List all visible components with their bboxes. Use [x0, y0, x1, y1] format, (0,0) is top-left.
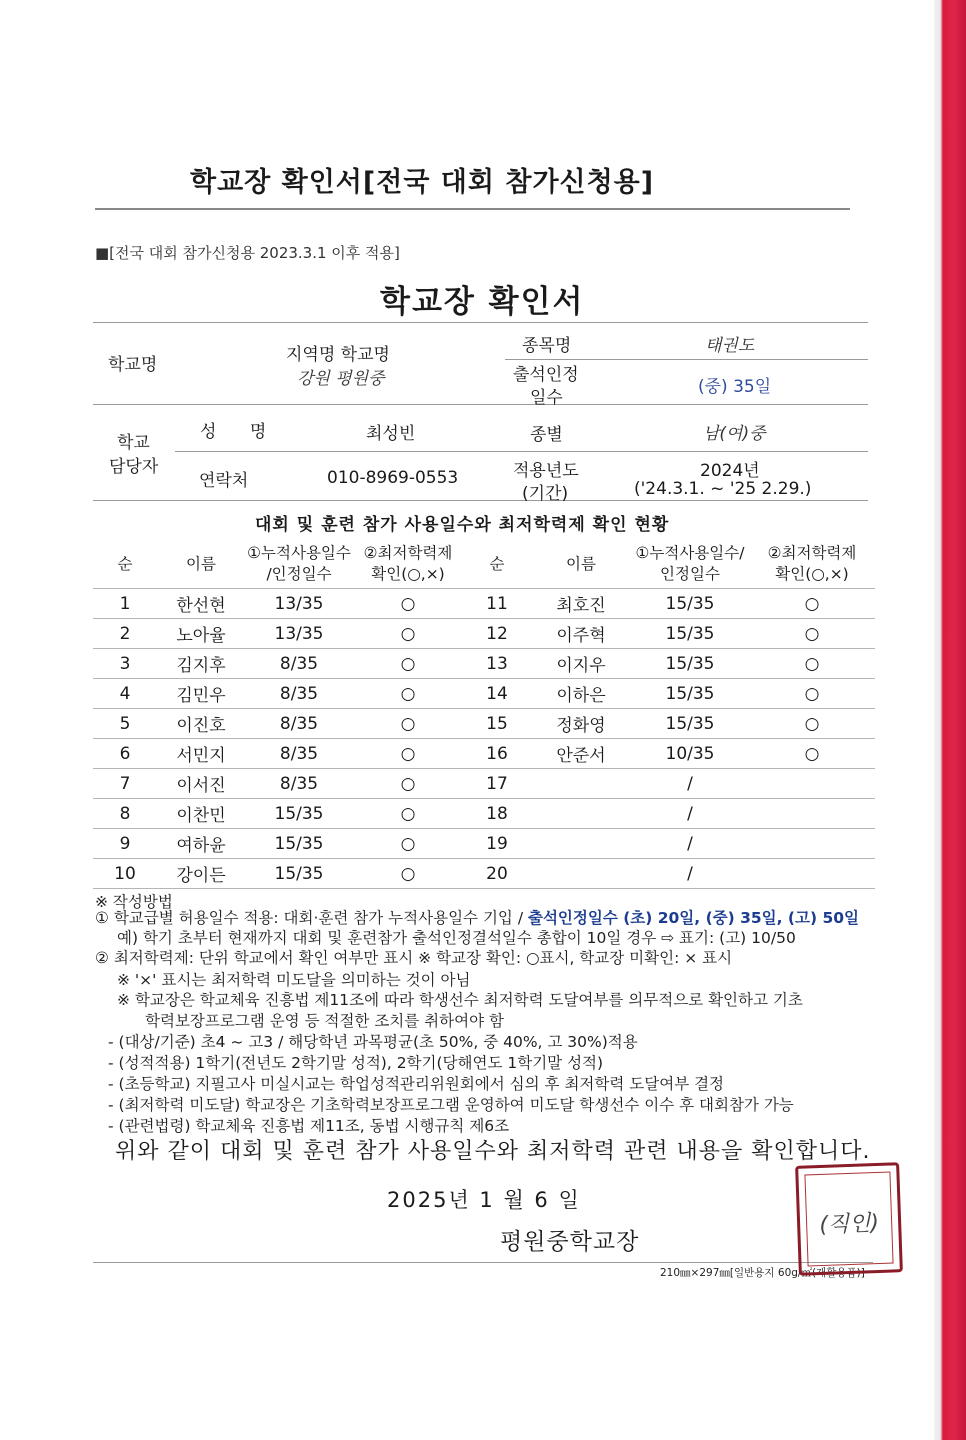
min-academic-check: [749, 769, 875, 799]
row-number: 3: [93, 649, 157, 679]
col-header-check: ②최저학력제 확인(○,×): [353, 540, 463, 589]
days-used: /: [631, 829, 749, 859]
days-used: 13/35: [245, 589, 353, 619]
min-academic-check: ○: [749, 619, 875, 649]
col-header-days: ①누적사용일수 /인정일수: [245, 540, 353, 589]
days-used: 8/35: [245, 709, 353, 739]
method-line-9: - (초등학교) 지필고사 미실시교는 학업성적관리위원회에서 심의 후 최저학력 도달여부 결정: [108, 1075, 725, 1093]
col-header-name-2: 이름: [531, 540, 631, 589]
days-used: 15/35: [631, 589, 749, 619]
min-academic-check: [749, 799, 875, 829]
table-row: [93, 679, 875, 709]
table-row: [93, 589, 875, 619]
method-line-11: - (관련법령) 학교체육 진흥법 제11조, 동법 시행규칙 제6조: [108, 1117, 510, 1135]
year-value: 2024년: [700, 461, 760, 481]
info-divider: [93, 322, 868, 323]
student-name: 강이든: [157, 859, 245, 889]
col-header-check-2: ②최저학력제 확인(○,×): [749, 540, 875, 589]
table-row: [93, 799, 875, 829]
days-used: 15/35: [631, 619, 749, 649]
region-school-label: 지역명 학교명: [286, 345, 390, 365]
student-name: 이하은: [531, 679, 631, 709]
method-line-1-bold: 출석인정일수 (초) 20일, (중) 35일, (고) 50일: [527, 909, 860, 927]
method-line-6: 학력보장프로그램 운영 등 적절한 조치를 취하여야 함: [145, 1012, 504, 1030]
col-header-days-2: ①누적사용일수/ 인정일수: [631, 540, 749, 589]
student-name: [531, 829, 631, 859]
min-academic-check: [749, 859, 875, 889]
student-name: 여하윤: [157, 829, 245, 859]
student-name: 이서진: [157, 769, 245, 799]
attendance-days-value: (중) 35일: [698, 377, 772, 397]
method-line-8: - (성적적용) 1학기(전년도 2학기말 성적), 2학기(당해연도 1학기말 성적): [108, 1054, 604, 1072]
info-divider: [175, 451, 868, 452]
days-used: /: [631, 769, 749, 799]
row-number: 20: [463, 859, 531, 889]
method-line-5: ※ 학교장은 학교체육 진흥법 제11조에 따라 학생선수 최저학력 도달여부를 의무적으로 확인하고 기초: [117, 991, 803, 1009]
days-used: 15/35: [245, 859, 353, 889]
row-number: 7: [93, 769, 157, 799]
row-number: 14: [463, 679, 531, 709]
days-used: 8/35: [245, 649, 353, 679]
student-name: [531, 769, 631, 799]
min-academic-check: ○: [353, 799, 463, 829]
table-header-row: [93, 540, 875, 589]
gender-label: 종별: [530, 425, 563, 445]
header-divider: [95, 208, 850, 210]
min-academic-check: ○: [353, 769, 463, 799]
col-header-number-2: 순: [463, 540, 531, 589]
student-name: [531, 859, 631, 889]
student-name: 김지후: [157, 649, 245, 679]
student-name: 최호진: [531, 589, 631, 619]
sport-value: 태권도: [705, 336, 755, 356]
days-used: /: [631, 859, 749, 889]
min-academic-check: ○: [353, 589, 463, 619]
row-number: 6: [93, 739, 157, 769]
applicability-note: ■[전국 대회 참가신청용 2023.3.1 이후 적용]: [95, 244, 400, 262]
method-line-3: ② 최저학력제: 단위 학교에서 확인 여부만 표시 ※ 학교장 확인: ○표시, 학교장 미확인: × 표시: [95, 949, 733, 967]
student-name: 안준서: [531, 739, 631, 769]
min-academic-check: ○: [749, 709, 875, 739]
row-number: 11: [463, 589, 531, 619]
days-used: 15/35: [245, 829, 353, 859]
contact-value: 010-8969-0553: [327, 468, 459, 488]
days-used: 8/35: [245, 769, 353, 799]
min-academic-check: ○: [353, 619, 463, 649]
min-academic-check: ○: [353, 649, 463, 679]
region-school-value: 강원 평원중: [297, 369, 385, 389]
method-line-2: 예) 학기 초부터 현재까지 대회 및 훈련참가 출석인정결석일수 총합이 10일 경우 ⇨ 표기: (고) 10/50: [117, 929, 796, 947]
min-academic-check: ○: [353, 679, 463, 709]
student-name: 노아율: [157, 619, 245, 649]
table-row: [93, 709, 875, 739]
footer-divider: [93, 1262, 873, 1263]
school-label: 학교명: [108, 355, 158, 375]
row-number: 1: [93, 589, 157, 619]
student-name: 한선현: [157, 589, 245, 619]
min-academic-check: ○: [749, 679, 875, 709]
principal-signature: 평원중학교장: [500, 1229, 640, 1255]
confirmation-statement: 위와 같이 대회 및 훈련 참가 사용일수와 최저학력 관련 내용을 확인합니다.: [115, 1139, 871, 1164]
min-academic-check: ○: [749, 589, 875, 619]
row-number: 13: [463, 649, 531, 679]
row-number: 19: [463, 829, 531, 859]
row-number: 18: [463, 799, 531, 829]
page-edge-red-background: [934, 0, 966, 1440]
seal-label: (직인): [818, 1210, 880, 1239]
section-title: 대회 및 훈련 참가 사용일수와 최저학력제 확인 현황: [255, 515, 670, 535]
min-academic-check: [749, 829, 875, 859]
min-academic-check: ○: [749, 739, 875, 769]
info-divider: [93, 500, 868, 501]
table-row: [93, 859, 875, 889]
min-academic-check: ○: [749, 649, 875, 679]
manager-label: 학교: [117, 433, 150, 453]
method-line-7: - (대상/기준) 초4 ~ 고3 / 해당학년 과목평균(초 50%, 중 40%, 고 30%)적용: [108, 1033, 638, 1051]
row-number: 15: [463, 709, 531, 739]
table-row: [93, 649, 875, 679]
table-row: [93, 739, 875, 769]
days-used: 15/35: [631, 709, 749, 739]
days-used: 8/35: [245, 679, 353, 709]
student-name: [531, 799, 631, 829]
days-used: 15/35: [631, 649, 749, 679]
days-used: 8/35: [245, 739, 353, 769]
student-name: 김민우: [157, 679, 245, 709]
student-name: 정화영: [531, 709, 631, 739]
method-line-1: [95, 906, 859, 928]
method-line-4: ※ '×' 표시는 최저학력 미도달을 의미하는 것이 아님: [117, 971, 471, 989]
row-number: 17: [463, 769, 531, 799]
page-title: 학교장 확인서: [380, 284, 585, 320]
issue-date: 2025년 1 월 6 일: [387, 1188, 581, 1212]
days-used: 13/35: [245, 619, 353, 649]
document-header-title: 학교장 확인서[전국 대회 참가신청용]: [190, 167, 655, 198]
table-row: [93, 619, 875, 649]
student-name: 이진호: [157, 709, 245, 739]
days-used: /: [631, 799, 749, 829]
row-number: 8: [93, 799, 157, 829]
row-number: 16: [463, 739, 531, 769]
col-header-name: 이름: [157, 540, 245, 589]
official-seal-stamp: [795, 1162, 903, 1276]
row-number: 2: [93, 619, 157, 649]
paper-spec-footer: 210㎜×297㎜[일반용지 60g/㎡(재활용품)]: [660, 1267, 865, 1279]
row-number: 9: [93, 829, 157, 859]
period-value: ('24.3.1. ~ '25 2.29.): [634, 479, 812, 499]
name-label: 성 명: [200, 422, 281, 442]
year-label: 적용년도: [513, 461, 579, 481]
method-title: ※ 작성방법: [95, 893, 173, 911]
participation-table: [93, 540, 875, 889]
attendance-label: 출석인정: [513, 365, 579, 385]
days-used: 15/35: [631, 679, 749, 709]
contact-label: 연락처: [199, 471, 249, 491]
min-academic-check: ○: [353, 739, 463, 769]
row-number: 12: [463, 619, 531, 649]
student-name: 서민지: [157, 739, 245, 769]
days-used: 15/35: [245, 799, 353, 829]
min-academic-check: ○: [353, 829, 463, 859]
row-number: 10: [93, 859, 157, 889]
manager-name-value: 최성빈: [366, 424, 416, 444]
info-divider: [93, 404, 868, 405]
row-number: 5: [93, 709, 157, 739]
student-name: 이주혁: [531, 619, 631, 649]
sport-label: 종목명: [522, 336, 572, 356]
year-label-period: (기간): [522, 484, 569, 504]
row-number: 4: [93, 679, 157, 709]
student-name: 이지우: [531, 649, 631, 679]
min-academic-check: ○: [353, 859, 463, 889]
method-line-10: - (최저학력 미도달) 학교장은 기초학력보장프로그램 운영하여 미도달 학생선수 이수 후 대회참가 가능: [108, 1096, 794, 1114]
table-row: [93, 829, 875, 859]
gender-value: 남(여)중: [703, 424, 766, 444]
manager-label-2: 담당자: [109, 457, 159, 477]
method-line-1-text: ① 학교급별 허용일수 적용: 대회·훈련 참가 누적사용일수 기입 /: [95, 909, 528, 927]
col-header-number: 순: [93, 540, 157, 589]
attendance-label-days: 일수: [530, 388, 563, 408]
student-name: 이찬민: [157, 799, 245, 829]
min-academic-check: ○: [353, 709, 463, 739]
table-row: [93, 769, 875, 799]
days-used: 10/35: [631, 739, 749, 769]
